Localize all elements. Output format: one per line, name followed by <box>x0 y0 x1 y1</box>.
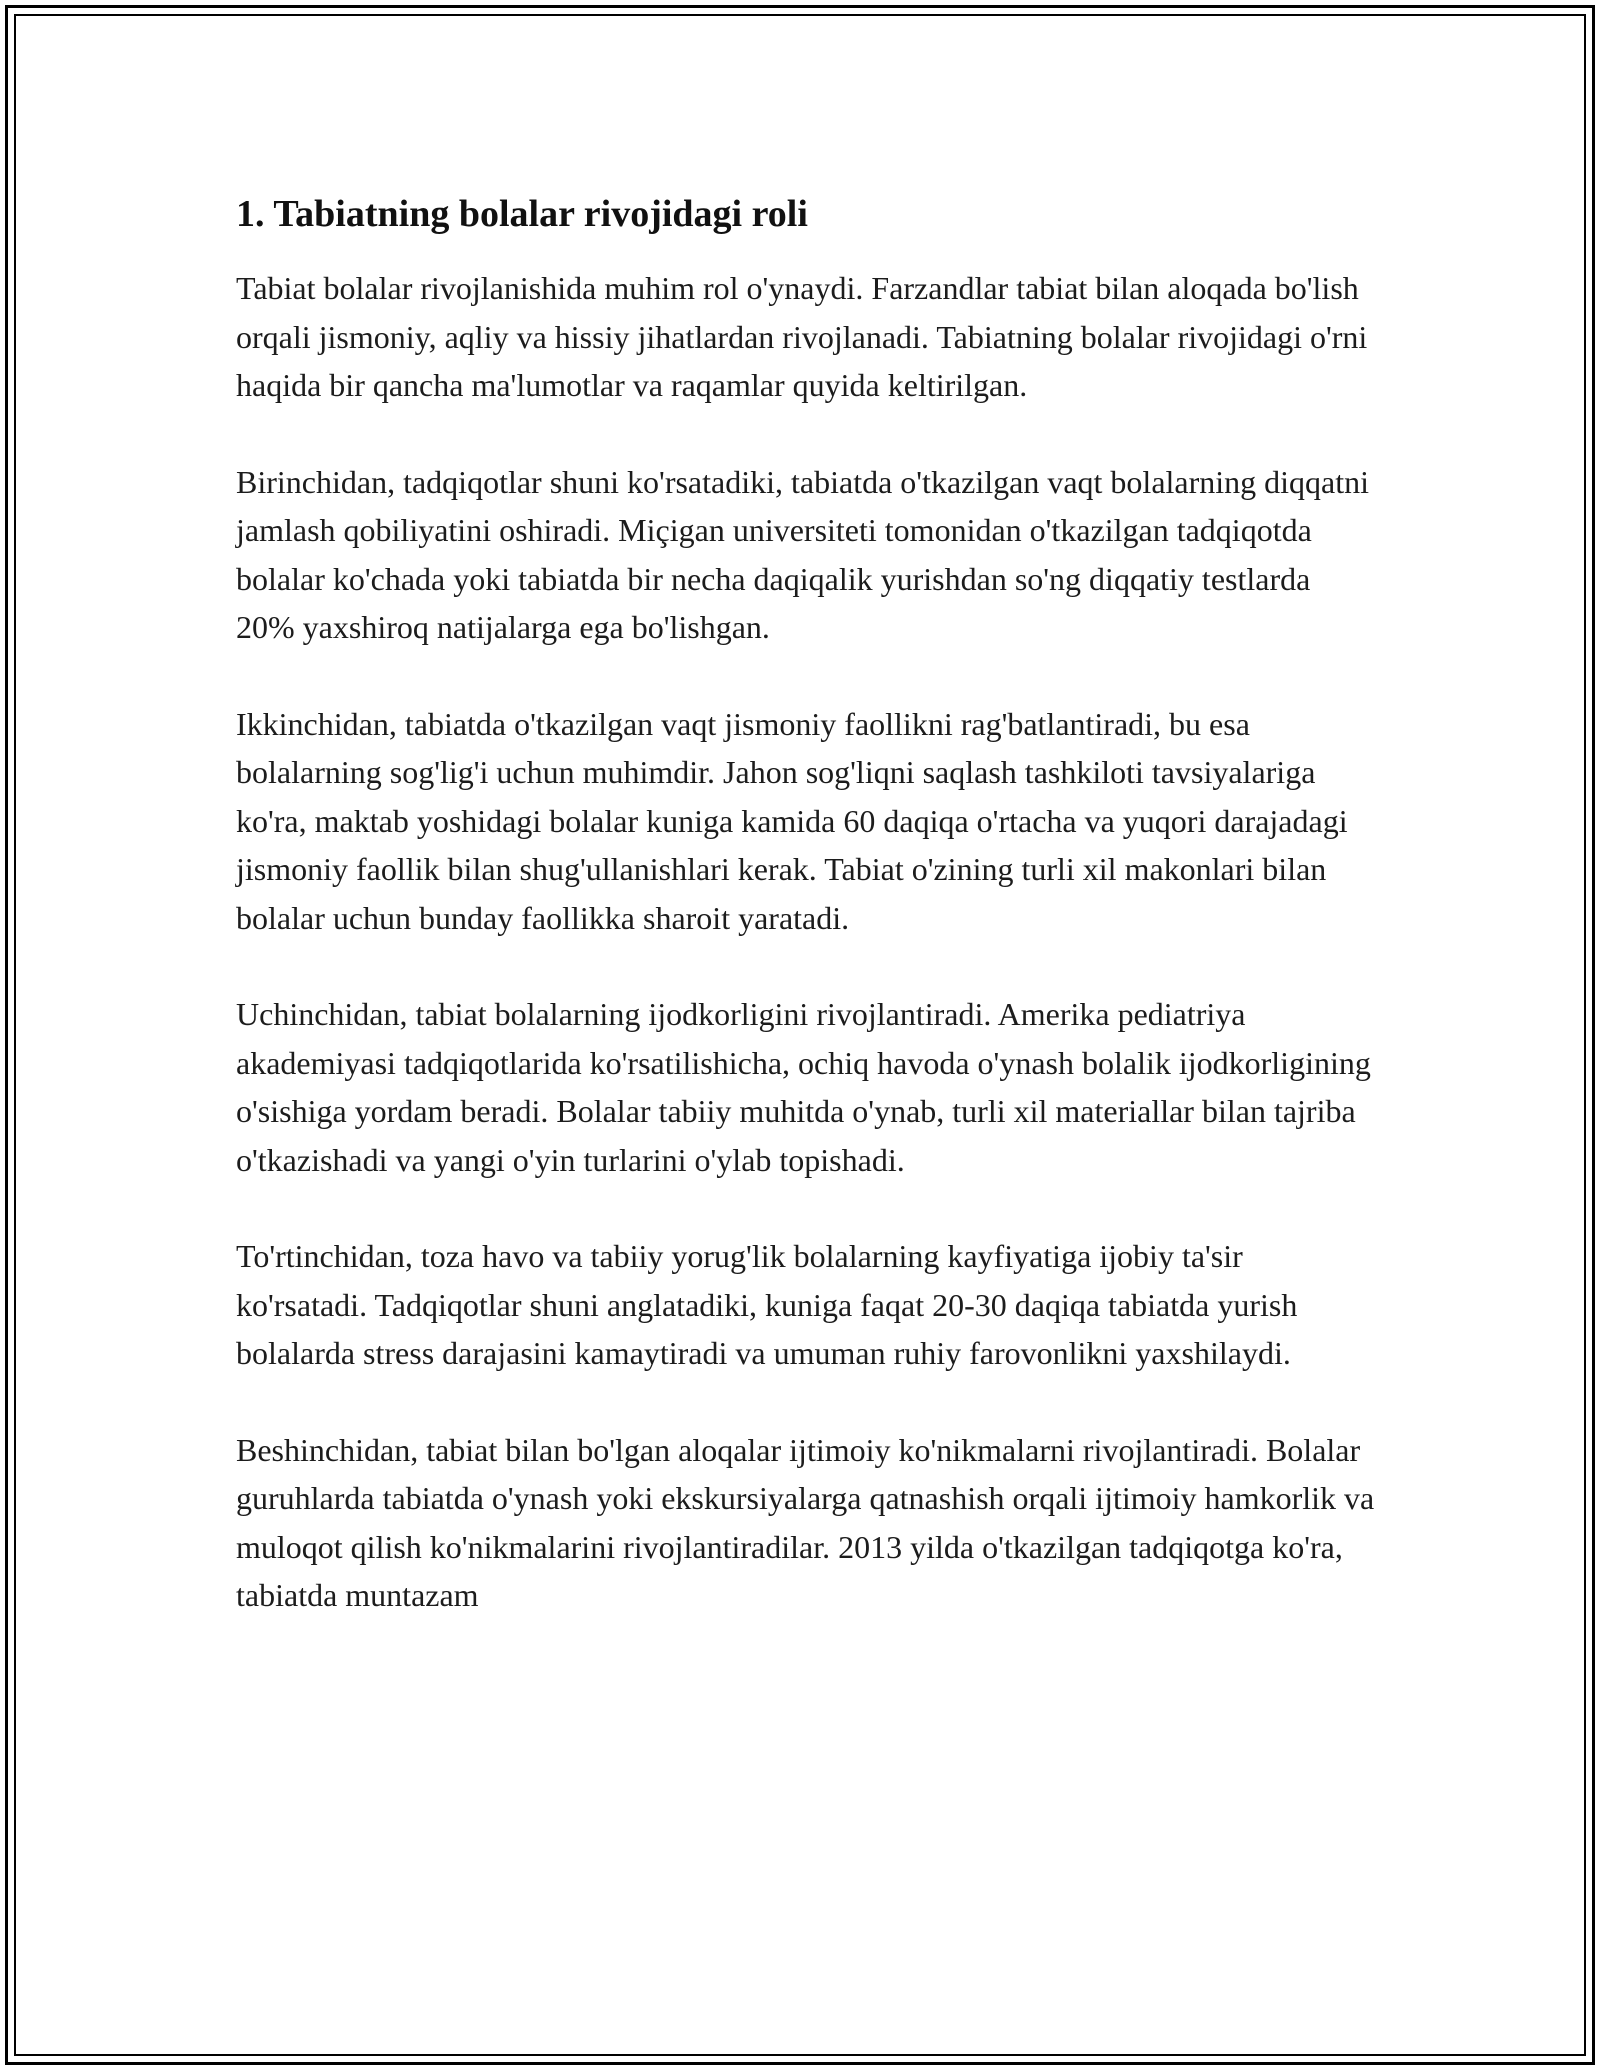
section-heading: 1. Tabiatning bolalar rivojidagi roli <box>236 193 808 235</box>
paragraph-fifth: Beshinchidan, tabiat bilan bo'lgan aloqalar ijtimoiy ko'nikmalarni rivojlantiradi. Bolalar guruhlarda tabiatda o'ynash yoki ekskursiyalarga qatnashish orqali ijtimoiy hamkorlik va muloqot qilish ko'nikmalarini rivojlantiradilar. 2013 yilda o'tkazilgan tadqiqotga ko'ra, tabiatda muntazam <box>236 1431 1375 1613</box>
document-body <box>236 186 1376 1668</box>
paragraph-intro: Tabiat bolalar rivojlanishida muhim rol o'ynaydi. Farzandlar tabiat bilan aloqada bo'lish orqali jismoniy, aqliy va hissiy jihatlardan rivojlanadi. Tabiatning bolalar rivojidagi o'rni haqida bir qancha ma'lumotlar va raqamlar quyida keltirilgan. <box>236 270 1368 403</box>
paragraph-second: Ikkinchidan, tabiatda o'tkazilgan vaqt jismoniy faollikni rag'batlantiradi, bu esa bolalarning sog'lig'i uchun muhimdir. Jahon sog'liqni saqlash tashkiloti tavsiyalariga ko'ra, maktab yoshidagi bolalar kuniga kamida 60 daqiqa o'rtacha va yuqori darajadagi jismoniy faollik bilan shug'ullanishlari kerak. Tabiat o'zining turli xil makonlari bilan bolalar uchun bunday faollikka sharoit yaratadi. <box>236 705 1348 936</box>
paragraph-fourth: To'rtinchidan, toza havo va tabiiy yorug'lik bolalarning kayfiyatiga ijobiy ta'sir ko'rsatadi. Tadqiqotlar shuni anglatadiki, kuniga faqat 20-30 daqiqa tabiatda yurish bolalarda stress darajasini kamaytiradi va umuman ruhiy farovonlikni yaxshilaydi. <box>236 1238 1298 1371</box>
paragraph-third: Uchinchidan, tabiat bolalarning ijodkorligini rivojlantiradi. Amerika pediatriya akademiyasi tadqiqotlarida ko'rsatilishicha, ochiq havoda o'ynash bolalik ijodkorligining o'sishiga yordam beradi. Bolalar tabiiy muhitda o'ynab, turli xil materiallar bilan tajriba o'tkazishadi va yangi o'yin turlarini o'ylab topishadi. <box>236 996 1371 1178</box>
paragraph-first: Birinchidan, tadqiqotlar shuni ko'rsatadiki, tabiatda o'tkazilgan vaqt bolalarning diqqatni jamlash qobiliyatini oshiradi. Miçigan universiteti tomonidan o'tkazilgan tadqiqotda bolalar ko'chada yoki tabiatda bir necha daqiqalik yurishdan so'ng diqqatiy testlarda 20% yaxshiroq natijalarga ega bo'lishgan. <box>236 463 1370 645</box>
